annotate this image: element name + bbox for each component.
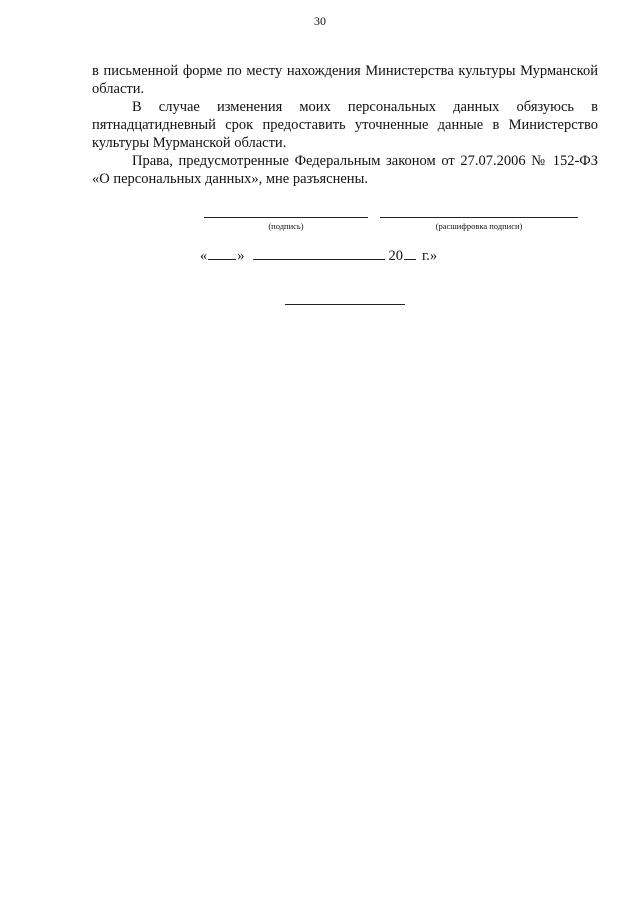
date-day-blank xyxy=(208,258,236,260)
signature-decode-line xyxy=(380,217,578,218)
signature-block xyxy=(204,205,580,235)
page-number: 30 xyxy=(314,14,326,28)
date-year-blank xyxy=(404,258,416,260)
signature-caption: (подпись) xyxy=(268,221,304,231)
paragraph-consent-withdrawal: в письменной форме по месту нахождения Министерства культуры Мурманской области. xyxy=(92,63,598,97)
end-rule xyxy=(285,304,405,305)
signature-line xyxy=(204,217,368,218)
date-month-blank xyxy=(253,258,385,260)
date-close-quote: » xyxy=(237,248,245,264)
paragraph-rights-explained: Права, предусмотренные Федеральным законом от 27.07.2006 № 152-ФЗ «О персональных данных», мне разъяснены. xyxy=(92,153,598,187)
signature-decode-caption: (расшифровка подписи) xyxy=(435,221,523,231)
date-year-prefix: 20 xyxy=(388,248,403,264)
date-open-quote: « xyxy=(200,248,208,264)
date-year-suffix: г.» xyxy=(422,248,438,264)
paragraph-data-update: В случае изменения моих персональных данных обязуюсь в пятнадцатидневный срок предоставить уточненные данные в Министерство культуры Мурманской области. xyxy=(92,99,598,151)
date-line xyxy=(200,248,437,265)
document-body xyxy=(92,62,598,188)
